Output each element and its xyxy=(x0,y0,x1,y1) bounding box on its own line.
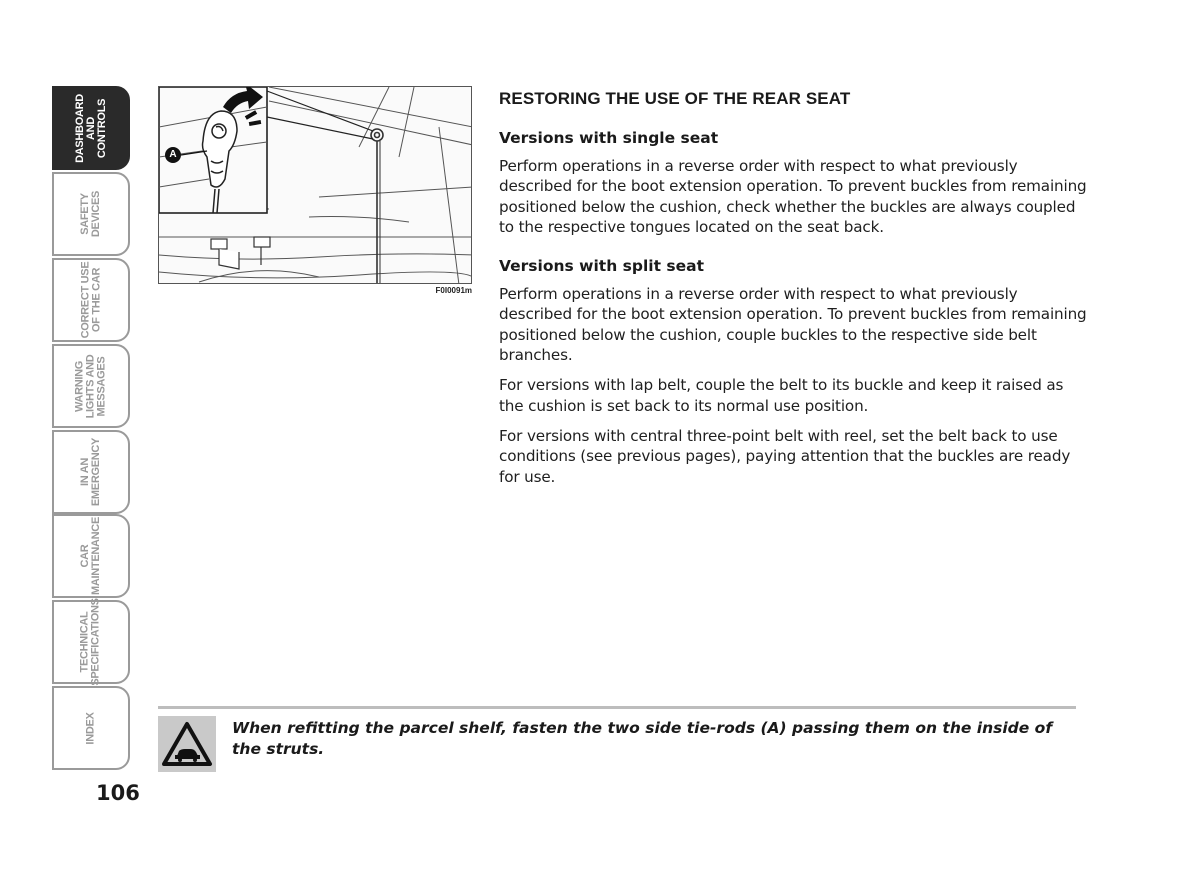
warning-text: When refitting the parcel shelf, fasten the two side tie-rods (A) passing them on the inside of the struts. xyxy=(232,719,1053,758)
tab-label: TECHNICAL SPECIFICATIONS xyxy=(79,598,102,686)
figure-code: F0I0091m xyxy=(435,286,472,295)
paragraph-split-seat-3: For versions with central three-point belt with reel, set the belt back to use conditions (see previous pages), paying attention that the buckles are ready for use. xyxy=(499,426,1071,486)
tab-label: WARNING LIGHTS AND MESSAGES xyxy=(73,354,108,418)
tab-warning-lights-and-messages[interactable] xyxy=(52,344,130,428)
tab-label: IN AN EMERGENCY xyxy=(78,437,102,507)
tab-label: CORRECT USE OF THE CAR xyxy=(79,261,103,339)
tab-label: INDEX xyxy=(84,711,97,745)
tab-label: DASHBOARD AND CONTROLS xyxy=(73,93,108,163)
paragraph-split-seat-1: Perform operations in a reverse order with respect to what previously described for the boot extension operation. To prevent buckles from remaining positioned below the cushion, couple buckles to the respective side belt branches. xyxy=(499,285,1087,365)
tab-label: SAFETY DEVICES xyxy=(78,190,102,238)
tab-in-an-emergency[interactable] xyxy=(52,430,130,514)
subheading-split-seat: Versions with split seat xyxy=(499,257,704,276)
tab-label: CAR MAINTENANCE xyxy=(79,517,103,595)
warning-triangle-car-icon xyxy=(158,716,216,772)
tab-car-maintenance[interactable] xyxy=(52,514,130,598)
tab-technical-specifications[interactable] xyxy=(52,600,130,684)
tab-index[interactable] xyxy=(52,686,130,770)
section-title: RESTORING THE USE OF THE REAR SEAT xyxy=(499,89,851,108)
paragraph-single-seat: Perform operations in a reverse order with respect to what previously described for the boot extension operation. To prevent buckles from remaining positioned below the cushion, check whether the buckles are always coupled to the respective tongues located on the seat back. xyxy=(499,157,1087,236)
tie-rod-illustration xyxy=(159,87,472,284)
main-text xyxy=(499,86,1089,487)
callout-label-a: A xyxy=(169,149,177,160)
warning-icon-box xyxy=(158,716,216,772)
warning-divider xyxy=(158,706,1076,709)
illustration xyxy=(158,86,472,284)
page-number: 106 xyxy=(96,781,140,805)
paragraph-split-seat-2: For versions with lap belt, couple the belt to its buckle and keep it raised as the cushion is set back to its normal use position. xyxy=(499,376,1064,415)
tab-safety-devices[interactable] xyxy=(52,172,130,256)
tab-correct-use-of-the-car[interactable] xyxy=(52,258,130,342)
tab-dashboard-and-controls[interactable] xyxy=(52,86,130,170)
subheading-single-seat: Versions with single seat xyxy=(499,129,719,147)
